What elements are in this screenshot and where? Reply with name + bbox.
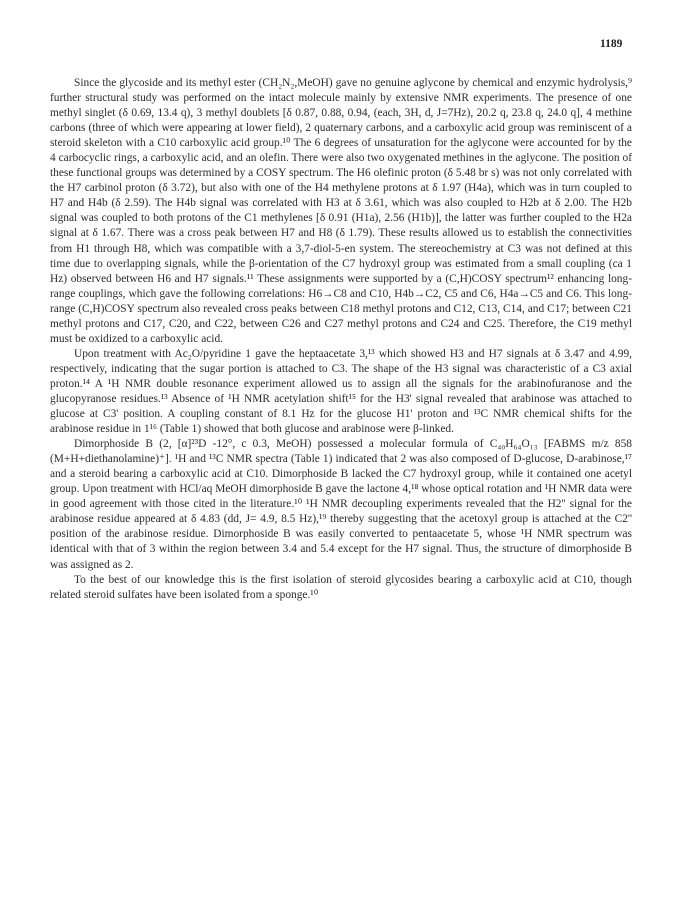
page-number: 1189 xyxy=(600,38,623,50)
paragraph-acetylation: Upon treatment with Ac₂O/pyridine 1 gave the heptaacetate 3,¹³ which showed H3 and H7 signals at δ 3.47 and 4.99, respectively, indicating that the sugar portion is attached to C3. The shape of the H3 signal was characteristic of a C3 axial proton.¹⁴ A ¹H NMR double resonance experiment allowed us to assign all the signals for the arabinofuranose and the glucopyranose residues.¹³ Absence of ¹H NMR acetylation shift¹⁵ for the H3' signal revealed that arabinose was attached to glucose at C3' position. A coupling constant of 8.1 Hz for the glucose H1' proton and ¹³C NMR chemical shifts for the arabinose residue in 1¹⁶ (Table 1) showed that both glucose and arabinose were β-linked. xyxy=(50,347,632,436)
paragraph-structure-elucidation: Since the glycoside and its methyl ester (CH₂N₂,MeOH) gave no genuine aglycone by chemical and enzymic hydrolysis,⁹ further structural study was performed on the intact molecule mainly by extensive NMR experiments. The presence of one methyl singlet (δ 0.69, 13.4 q), 3 methyl doublets [δ 0.87, 0.88, 0.94, (each, 3H, d, J=7Hz), 20.2 q, 23.8 q, 24.0 q], 4 methine carbons (three of which were appearing at lower field), 2 quaternary carbons, and a carboxylic acid group was reminiscent of a steroid skeleton with a C10 carboxylic acid group.¹⁰ The 6 degrees of unsaturation for the aglycone were accounted for by the 4 carbocyclic rings, a carboxylic acid, and an olefin. There were also two oxygenated methines in the aglycone. The position of these functional groups was determined by a COSY spectrum. The H6 olefinic proton (δ 5.48 br s) was not only correlated with the H7 carbinol proton (δ 3.72), but also with one of the H4 methylene protons at δ 1.97 (H4a), which was in turn coupled to H7 and H4b (δ 2.59). The H4b signal was correlated with H3 at δ 3.61, which was also coupled to H2b at δ 2.00. The H2b signal was coupled to both protons of the C1 methylenes [δ 0.91 (H1a), 2.56 (H1b)], the latter was further coupled to the H2a signal at δ 1.67. There was a cross peak between H7 and H8 (δ 1.79). These results allowed us to establish the connectivities from H1 through H8, which was compatible with a 3,7-diol-5-en system. The stereochemistry at C3 was not defined at this time due to overlapping signals, while the β-orientation of the C7 hydroxyl group was estimated from a small coupling (ca 1 Hz) observed between H6 and H7 signals.¹¹ These assignments were supported by a (C,H)COSY spectrum¹² enhancing long-range couplings, which gave the following correlations: H6→C8 and C10, H4b→C2, C5 and C6, H4a→C5 and C6. This long-range (C,H)COSY spectrum also revealed cross peaks between C18 methyl protons and C12, C13, C14, and C17; between C21 methyl protons and C17, C20, and C22, between C26 and C27 methyl protons and C24 and C25. Therefore, the C19 methyl must be oxidized to a carboxylic acid. xyxy=(50,77,632,345)
article-body xyxy=(50,76,632,603)
paragraph-conclusion: To the best of our knowledge this is the first isolation of steroid glycosides bearing a carboxylic acid at C10, though related steroid sulfates have been isolated from a sponge.¹⁰ xyxy=(50,573,632,601)
paragraph-dimorphoside-b: Dimorphoside B (2, [α]²³D -12°, c 0.3, MeOH) possessed a molecular formula of C₄₀H₆₄O₁₃ [FABMS m/z 858 (M+H+diethanolamine)⁺]. ¹H and ¹³C NMR spectra (Table 1) indicated that 2 was also composed of D-glucose, D-arabinose,¹⁷ and a steroid bearing a carboxylic acid at C10. Dimorphoside B lacked the C7 hydroxyl group, while it contained one acetyl group. Upon treatment with HCl/aq MeOH dimorphoside B gave the lactone 4,¹⁸ whose optical rotation and ¹H NMR data were in good agreement with those cited in the literature.¹⁰ ¹H NMR decoupling experiments revealed that the H2'' signal for the arabinose residue appeared at δ 4.83 (dd, J= 4.9, 8.5 Hz),¹⁹ thereby suggesting that the acetoxyl group is attached at the C2'' position of the arabinose residue. Dimorphoside B was easily converted to pentaacetate 5, whose ¹H NMR spectrum was identical with that of 3 within the region between 3.4 and 5.4 except for the H7 signal. Thus, the structure of dimorphoside B was assigned as 2. xyxy=(50,438,632,571)
